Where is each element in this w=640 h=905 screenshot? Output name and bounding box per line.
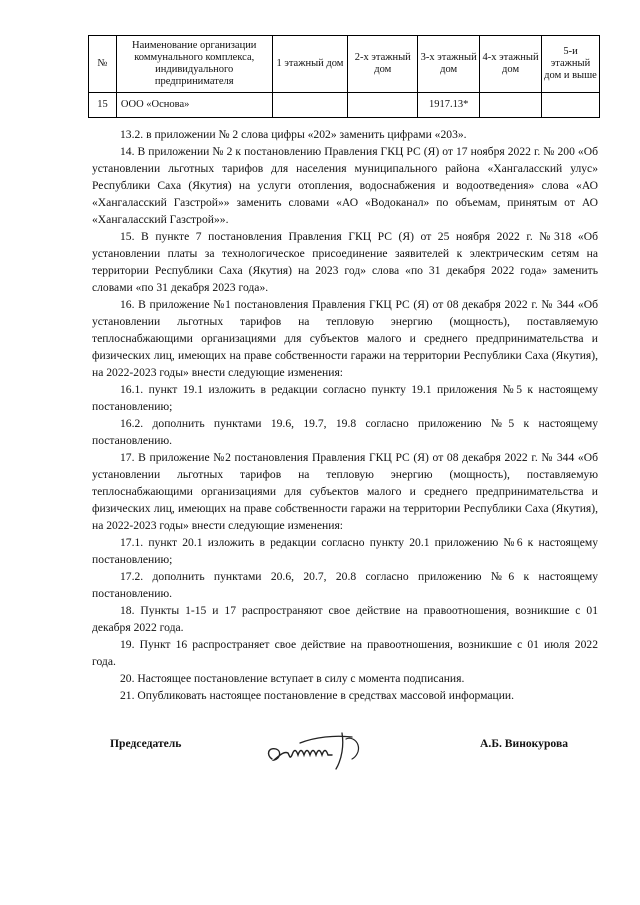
paragraph-18: 18. Пункты 1-15 и 17 распространяют свое действие на правоотношения, возникшие с 01 декабря 2022 года. — [92, 604, 598, 634]
paragraph-17-1: 17.1. пункт 20.1 изложить в редакции согласно пункту 20.1 приложению №6 к настоящему постановлению; — [92, 536, 598, 566]
cell-5-plus-floor — [542, 93, 600, 118]
header-5-plus-floor: 5-и этажный дом и выше — [542, 36, 600, 93]
table-row — [89, 93, 600, 118]
signature-block — [92, 725, 598, 785]
cell-4-floor — [480, 93, 542, 118]
paragraph-21: 21. Опубликовать настоящее постановление в средствах массовой информации. — [120, 689, 515, 702]
cell-organization: ООО «Основа» — [116, 93, 272, 118]
paragraph-20: 20. Настоящее постановление вступает в силу с момента подписания. — [120, 672, 465, 685]
header-number: № — [89, 36, 117, 93]
handwritten-signature — [260, 725, 380, 773]
header-2-floor: 2-х этажный дом — [348, 36, 418, 93]
paragraph-17-2: 17.2. дополнить пунктами 20.6, 20.7, 20.8 согласно приложению №6 к настоящему постановлению. — [92, 570, 598, 600]
resolution-body — [92, 126, 598, 704]
paragraph-16: 16. В приложение №1 постановления Правления ГКЦ РС (Я) от 08 декабря 2022 г. № 344 «Об установлении льготных тарифов на тепловую энергию (мощность), поставляемую теплоснабжающими организациями для субъектов малого и среднего предпринимательства и физических лиц, имеющих на праве собственности гаражи на территории Республики Саха (Якутия), на 2022-2023 годы» внести следующие изменения: — [92, 298, 598, 379]
header-1-floor: 1 этажный дом — [272, 36, 348, 93]
cell-2-floor — [348, 93, 418, 118]
paragraph-15: 15. В пункте 7 постановления Правления ГКЦ РС (Я) от 25 ноября 2022 г. №318 «Об установлении платы за технологическое присоединение заявителей к электрическим сетям на территории Республики Саха (Якутия) на 2023 год» слова «по 31 декабря 2022 года» заменить словами «по 31 декабря 2023 года». — [92, 230, 598, 294]
signer-name: А.Б. Винокурова — [480, 737, 568, 750]
header-3-floor: 3-х этажный дом — [418, 36, 480, 93]
cell-1-floor — [272, 93, 348, 118]
paragraph-17: 17. В приложение №2 постановления Правления ГКЦ РС (Я) от 08 декабря 2022 г. № 344 «Об установлении льготных тарифов на тепловую энергию (мощность), поставляемую теплоснабжающими организациями для субъектов малого и среднего предпринимательства и физических лиц, имеющих на праве собственности гаражи на территории Республики Саха (Якутия), на 2022-2023 годы» внести следующие изменения: — [92, 451, 598, 532]
paragraph-13-2: 13.2. в приложении № 2 слова цифры «202» заменить цифрами «203». — [120, 128, 467, 141]
cell-number: 15 — [89, 93, 117, 118]
paragraph-19: 19. Пункт 16 распространяет свое действие на правоотношения, возникшие с 01 июля 2022 года. — [92, 638, 598, 668]
paragraph-14: 14. В приложении № 2 к постановлению Правления ГКЦ РС (Я) от 17 ноября 2022 г. № 200 «Об установлении льготных тарифов для населения муниципального района «Хангаласский улус» Республики Саха (Якутия) на услуги отопления, водоснабжения и водоотведения» слова «АО «Хангаласский Газстрой»» заменить словами «АО «Водоканал» по объемам, принятым от АО «Хангаласский Газстрой»». — [92, 145, 598, 226]
cell-3-floor: 1917.13* — [418, 93, 480, 118]
table-header-row — [89, 36, 600, 93]
paragraph-16-2: 16.2. дополнить пунктами 19.6, 19.7, 19.8 согласно приложению №5 к настоящему постановлению. — [92, 417, 598, 447]
tariff-table — [88, 35, 600, 118]
paragraph-16-1: 16.1. пункт 19.1 изложить в редакции согласно пункту 19.1 приложения №5 к настоящему постановлению; — [92, 383, 598, 413]
header-4-floor: 4-х этажный дом — [480, 36, 542, 93]
signer-role: Председатель — [110, 737, 182, 750]
header-organization: Наименование организации коммунального комплекса, индивидуального предпринимателя — [116, 36, 272, 93]
